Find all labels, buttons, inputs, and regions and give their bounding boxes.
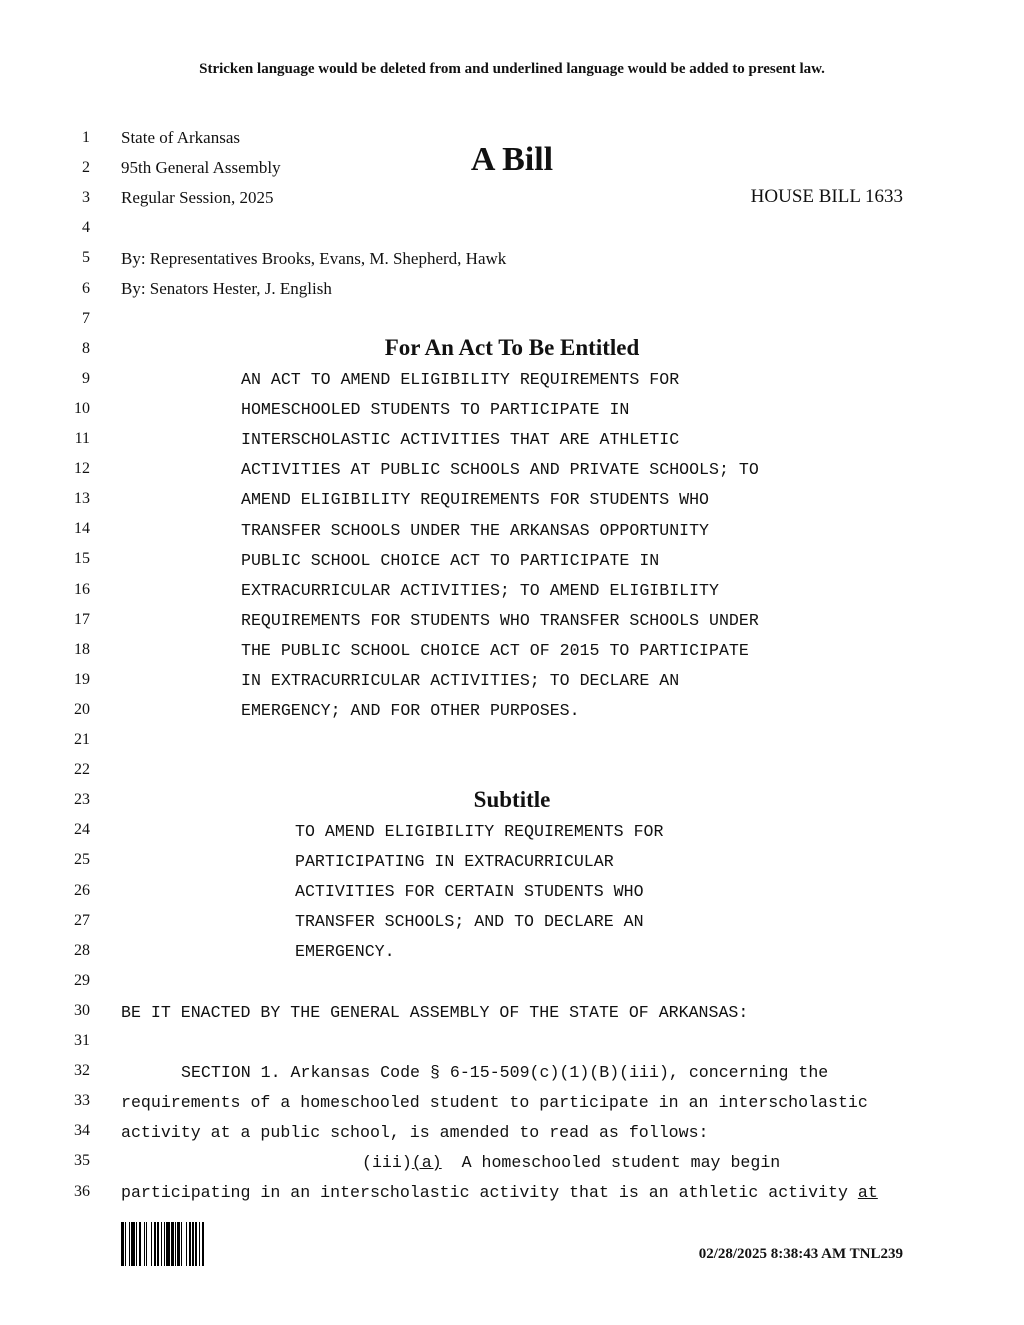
subtitle-line: PARTICIPATING IN EXTRACURRICULAR [295,852,614,872]
subtitle-line: TRANSFER SCHOOLS; AND TO DECLARE AN [295,912,644,932]
line-number: 13 [74,490,90,508]
line-number: 23 [74,791,90,809]
section-1-line-33: requirements of a homeschooled student to participate in an interscholastic [121,1093,868,1112]
line-number: 35 [74,1152,90,1170]
line-number: 3 [82,189,90,207]
line-number: 4 [82,219,90,237]
session-name: Regular Session, 2025 [121,188,274,207]
subdivision-label: (iii) [362,1153,412,1172]
act-title-line: REQUIREMENTS FOR STUDENTS WHO TRANSFER SCHOOLS UNDER [241,610,759,630]
act-title-line: ACTIVITIES AT PUBLIC SCHOOLS AND PRIVATE SCHOOLS; TO [241,460,759,480]
act-title-line: INTERSCHOLASTIC ACTIVITIES THAT ARE ATHLETIC [241,430,680,450]
line-number: 5 [82,249,90,267]
document-timestamp: 02/28/2025 8:38:43 AM TNL239 [698,1246,903,1262]
line-text: participating in an interscholastic activity that is an athletic activity [121,1183,858,1202]
section-1-intro: SECTION 1. Arkansas Code § 6-15-509(c)(1)(B)(iii), concerning the [181,1063,829,1082]
line-number: 2 [82,159,90,177]
act-title-line: EXTRACURRICULAR ACTIVITIES; TO AMEND ELIGIBILITY [241,580,719,600]
line-number: 28 [74,941,90,959]
line-number: 10 [74,399,90,417]
subtitle-line: TO AMEND ELIGIBILITY REQUIREMENTS FOR [295,822,664,841]
act-title-line: PUBLIC SCHOOL CHOICE ACT TO PARTICIPATE IN [241,550,660,570]
bill-title: A Bill [470,141,554,178]
act-title-line: AMEND ELIGIBILITY REQUIREMENTS FOR STUDENTS WHO [241,490,710,510]
line-number: 26 [74,881,90,899]
subtitle-line: EMERGENCY. [295,942,395,962]
line-number: 17 [74,610,90,628]
line-number: 18 [74,640,90,658]
general-assembly: 95th General Assembly [121,158,281,177]
line-number: 32 [74,1062,90,1080]
act-title-line: THE PUBLIC SCHOOL CHOICE ACT OF 2015 TO PARTICIPATE [241,640,749,660]
subtitle-line: ACTIVITIES FOR CERTAIN STUDENTS WHO [295,882,644,902]
act-title-line: HOMESCHOOLED STUDENTS TO PARTICIPATE IN [241,400,630,420]
barcode-icon [121,1222,249,1266]
sponsor-senators: By: Senators Hester, J. English [121,279,332,298]
line-number: 20 [74,700,90,718]
section-1-line-35 [362,1153,780,1172]
act-title-line: EMERGENCY; AND FOR OTHER PURPOSES. [241,701,580,721]
inserted-text: (a) [411,1153,442,1172]
line-number: 31 [74,1032,90,1049]
enacting-clause: BE IT ENACTED BY THE GENERAL ASSEMBLY OF THE STATE OF ARKANSAS: [121,1003,749,1022]
line-number: 24 [74,821,90,839]
act-title-line: IN EXTRACURRICULAR ACTIVITIES; TO DECLARE AN [241,671,680,690]
line-number: 8 [82,339,90,357]
sponsor-representatives: By: Representatives Brooks, Evans, M. Shepherd, Hawk [121,249,507,268]
line-number: 7 [82,309,90,327]
line-number: 9 [82,369,90,387]
act-title-line: AN ACT TO AMEND ELIGIBILITY REQUIREMENTS FOR [241,370,680,389]
line-number: 19 [74,670,90,688]
line-number: 34 [74,1122,90,1140]
line-number: 12 [74,460,90,478]
amendment-notice: Stricken language would be deleted from and underlined language would be added to present law. [199,61,825,77]
bill-number: HOUSE BILL 1633 [750,186,903,207]
line-number: 36 [74,1182,90,1200]
inserted-text: at [857,1183,878,1202]
line-number: 16 [74,580,90,598]
line-number: 25 [74,851,90,869]
line-text: A homeschooled student may begin [441,1153,781,1172]
line-number: 6 [82,279,90,297]
line-number: 27 [74,911,90,929]
act-title-line: TRANSFER SCHOOLS UNDER THE ARKANSAS OPPORTUNITY [241,520,710,540]
line-number: 33 [74,1092,90,1110]
line-number: 22 [74,761,90,779]
line-number: 15 [74,550,90,568]
line-number: 14 [74,520,90,538]
line-number: 30 [74,1001,90,1019]
line-number: 21 [74,731,90,748]
entitled-heading: For An Act To Be Entitled [384,335,640,360]
line-number: 11 [74,430,90,447]
line-number: 29 [74,971,90,989]
state-name: State of Arkansas [121,128,240,147]
line-number: 1 [82,129,90,146]
section-1-line-36 [121,1183,878,1202]
section-1-line-34: activity at a public school, is amended to read as follows: [121,1123,709,1142]
subtitle-heading: Subtitle [473,787,551,812]
